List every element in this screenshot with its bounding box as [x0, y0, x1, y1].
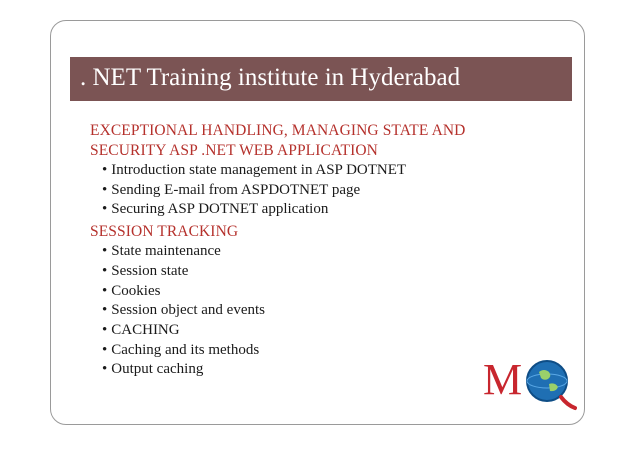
- section-heading: [90, 222, 510, 242]
- list-item: • CACHING: [102, 321, 180, 338]
- slide-content: [90, 121, 510, 382]
- list-item: • Output caching: [102, 361, 204, 378]
- bullet-icon: •: [102, 181, 108, 198]
- bullet-list: [90, 161, 510, 220]
- list-item: • Securing ASP DOTNET application: [102, 201, 329, 218]
- list-item: • Caching and its methods: [102, 341, 260, 358]
- bullet-icon: •: [102, 282, 108, 299]
- section-heading: [90, 121, 510, 161]
- list-item: • Cookies: [102, 282, 161, 299]
- bullet-icon: •: [102, 321, 108, 338]
- list-item: • Introduction state management in ASP DOTNET: [102, 162, 407, 178]
- globe-icon: [527, 361, 567, 401]
- bullet-list: [90, 242, 510, 380]
- logo-letter-m: M: [483, 355, 523, 404]
- list-item: • State maintenance: [102, 243, 221, 260]
- bullet-icon: •: [102, 361, 108, 378]
- bullet-icon: •: [102, 162, 108, 178]
- section-heading-line: SESSION TRACKING: [90, 223, 239, 241]
- list-item: • Session object and events: [102, 302, 265, 319]
- list-item: • Session state: [102, 262, 189, 279]
- bullet-icon: •: [102, 262, 108, 279]
- bullet-icon: •: [102, 341, 108, 358]
- section-heading-line: SECURITY ASP .NET WEB APPLICATION: [90, 142, 378, 159]
- bullet-icon: •: [102, 201, 108, 218]
- list-item: • Sending E-mail from ASPDOTNET page: [102, 181, 361, 198]
- slide-title: . NET Training institute in Hyderabad: [80, 64, 461, 91]
- section-heading-line: EXCEPTIONAL HANDLING, MANAGING STATE AND: [90, 122, 466, 139]
- bullet-icon: •: [102, 302, 108, 319]
- mq-logo: [481, 350, 577, 416]
- logo-q-tail: [561, 397, 575, 408]
- bullet-icon: •: [102, 243, 108, 260]
